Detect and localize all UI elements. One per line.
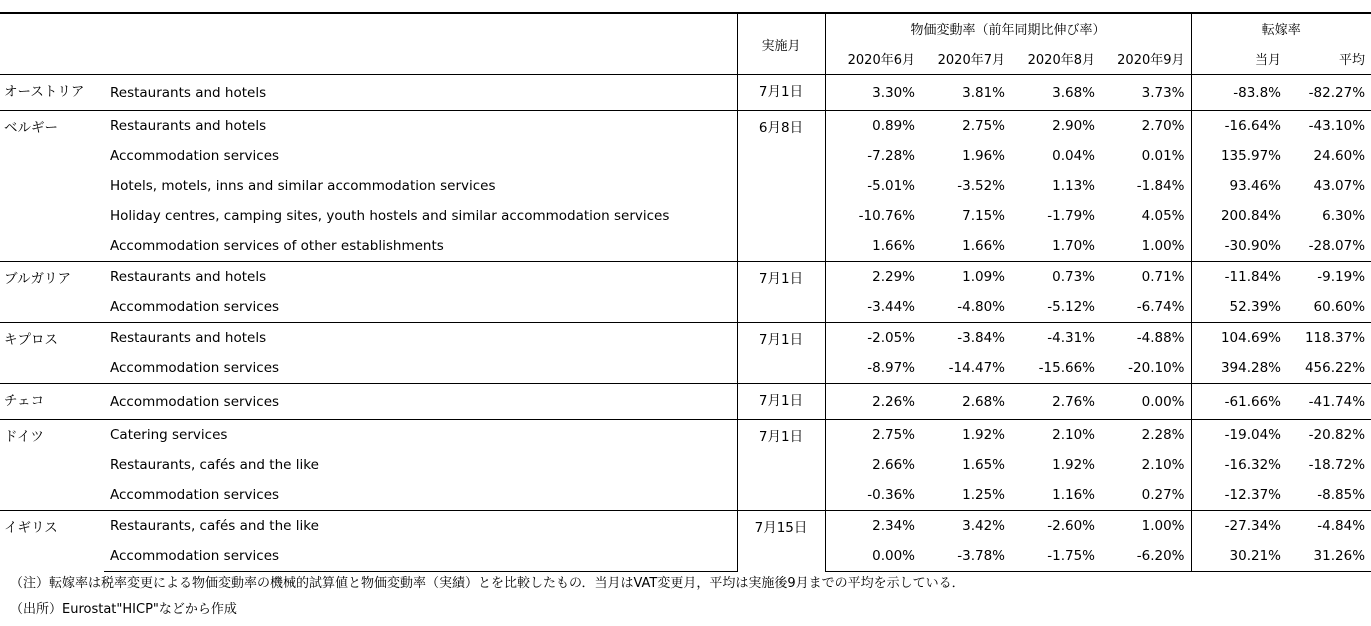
price-change-cell: 1.96% xyxy=(962,148,1005,164)
item-cell: Restaurants and hotels xyxy=(104,262,737,293)
item-cell: Accommodation services xyxy=(104,541,737,572)
country-cell: ブルガリア xyxy=(0,262,104,323)
price-change-cell: 0.00% xyxy=(1101,384,1191,420)
item-cell: Restaurants and hotels xyxy=(104,111,737,142)
item-cell: Hotels, motels, inns and similar accommodation services xyxy=(110,178,496,194)
price-change-cell: -5.01% xyxy=(825,171,921,201)
price-change-cell: -5.12% xyxy=(1047,299,1095,315)
price-change-cell: 0.00% xyxy=(825,541,921,572)
country-cell: イギリス xyxy=(0,511,104,572)
price-change-cell: -2.05% xyxy=(825,323,921,354)
impl-date-cell: 7月1日 xyxy=(737,75,825,111)
price-change-cell: 2.66% xyxy=(825,450,921,480)
pass-through-cell: -11.84% xyxy=(1191,262,1287,293)
pass-through-cell: -43.10% xyxy=(1287,111,1371,142)
table-row xyxy=(0,323,1371,354)
pass-through-cell: 52.39% xyxy=(1191,292,1287,323)
vat-pass-through-table xyxy=(0,12,1371,572)
price-change-cell: -4.88% xyxy=(1101,323,1191,354)
price-change-cell: 1.65% xyxy=(962,457,1005,473)
price-change-cell: 7.15% xyxy=(962,208,1005,224)
item-cell: Accommodation services xyxy=(104,384,737,420)
item-cell: Accommodation services xyxy=(110,299,280,315)
price-change-cell: 2.26% xyxy=(825,384,921,420)
item-cell: Restaurants, cafés and the like xyxy=(110,457,319,473)
header-price-change: 物価変動率（前年同期比伸び率） xyxy=(825,13,1191,43)
price-change-cell: 2.29% xyxy=(825,262,921,293)
price-change-cell: -0.36% xyxy=(825,480,921,511)
price-change-cell: -6.20% xyxy=(1101,541,1191,572)
impl-date-cell: 7月15日 xyxy=(737,511,825,572)
price-change-cell: 1.16% xyxy=(1052,487,1095,503)
table-row xyxy=(0,292,1371,323)
table-row xyxy=(0,480,1371,511)
item-cell: Catering services xyxy=(104,420,737,451)
price-change-cell: 3.68% xyxy=(1052,84,1095,101)
price-change-cell: 4.05% xyxy=(1141,208,1185,224)
header-month: 2020年9月 xyxy=(1101,43,1191,75)
price-change-cell: -4.31% xyxy=(1011,323,1101,354)
price-change-cell: 2.75% xyxy=(825,420,921,451)
price-change-cell: 1.00% xyxy=(1141,238,1185,254)
price-change-cell: -8.97% xyxy=(825,353,921,384)
item-cell: Accommodation services xyxy=(110,148,280,164)
item-cell: Accommodation services of other establishments xyxy=(110,238,444,254)
pass-through-cell: -12.37% xyxy=(1191,480,1287,511)
impl-date-cell: 7月1日 xyxy=(737,323,825,384)
pass-through-cell: -19.04% xyxy=(1191,420,1287,451)
price-change-cell: 1.00% xyxy=(1101,511,1191,542)
price-change-cell: -3.84% xyxy=(921,323,1011,354)
pass-through-cell: -20.82% xyxy=(1287,420,1371,451)
table-row xyxy=(0,384,1371,420)
price-change-cell: 1.25% xyxy=(962,487,1005,503)
source-text: （出所）Eurostat"HICP"などから作成 xyxy=(10,602,237,617)
pass-through-cell: -8.85% xyxy=(1317,487,1366,503)
pass-through-cell: -61.66% xyxy=(1191,384,1287,420)
price-change-cell: -3.78% xyxy=(921,541,1011,572)
pass-through-cell: 60.60% xyxy=(1313,299,1366,315)
country-cell: オーストリア xyxy=(4,84,85,100)
note-text: （注）転嫁率は税率変更による物価変動率の機械的試算値と物価変動率（実績）とを比較したもの．当月はVAT変更月，平均は実施後9月までの平均を示している． xyxy=(10,576,965,591)
price-change-cell: 2.68% xyxy=(921,384,1011,420)
pass-through-cell: 24.60% xyxy=(1313,148,1366,164)
price-change-cell: 0.73% xyxy=(1011,262,1101,293)
price-change-cell: 0.89% xyxy=(825,111,921,142)
price-change-cell: 2.70% xyxy=(1101,111,1191,142)
price-change-cell: 3.73% xyxy=(1141,84,1185,101)
price-change-cell: -3.52% xyxy=(957,178,1005,194)
pass-through-cell: -28.07% xyxy=(1308,238,1366,254)
table-row xyxy=(0,201,1371,231)
table-row xyxy=(0,111,1371,142)
pass-through-cell: -4.84% xyxy=(1287,511,1371,542)
table-row xyxy=(0,353,1371,384)
price-change-cell: 2.10% xyxy=(1011,420,1101,451)
price-change-cell: -14.47% xyxy=(948,360,1005,376)
price-change-cell: -6.74% xyxy=(1136,299,1185,315)
notes xyxy=(10,571,965,623)
price-change-cell: 2.34% xyxy=(825,511,921,542)
header-month: 2020年7月 xyxy=(921,43,1011,75)
header-pt-average: 平均 xyxy=(1287,43,1371,75)
price-change-cell: 3.30% xyxy=(825,75,921,111)
pass-through-cell: 118.37% xyxy=(1287,323,1371,354)
price-change-cell: -20.10% xyxy=(1128,360,1185,376)
price-change-cell: -1.79% xyxy=(1047,208,1095,224)
pass-through-cell: -16.32% xyxy=(1191,450,1287,480)
header-impl-month: 実施月 xyxy=(737,13,825,75)
price-change-cell: 2.75% xyxy=(921,111,1011,142)
price-change-cell: -2.60% xyxy=(1011,511,1101,542)
price-change-cell: 1.66% xyxy=(825,231,921,262)
impl-date-cell: 7月1日 xyxy=(737,262,825,323)
price-change-cell: 1.13% xyxy=(1052,178,1095,194)
table-row xyxy=(0,231,1371,262)
pass-through-cell: 30.21% xyxy=(1191,541,1287,572)
pass-through-cell: -18.72% xyxy=(1308,457,1366,473)
price-change-cell: 0.01% xyxy=(1141,148,1185,164)
price-change-cell: 3.42% xyxy=(921,511,1011,542)
price-change-cell: 2.90% xyxy=(1011,111,1101,142)
impl-date-cell: 7月1日 xyxy=(737,384,825,420)
table-row xyxy=(0,262,1371,293)
price-change-cell: 1.66% xyxy=(962,238,1005,254)
impl-date-cell: 7月1日 xyxy=(737,420,825,511)
price-change-cell: -10.76% xyxy=(825,201,921,231)
country-cell: ベルギー xyxy=(0,111,104,262)
impl-date-cell: 6月8日 xyxy=(737,111,825,262)
country-cell: チェコ xyxy=(0,384,104,420)
price-change-cell: 1.92% xyxy=(921,420,1011,451)
table-row xyxy=(0,541,1371,572)
table-row xyxy=(0,450,1371,480)
price-change-cell: 0.71% xyxy=(1101,262,1191,293)
country-cell: キプロス xyxy=(0,323,104,384)
pass-through-cell: 394.28% xyxy=(1191,353,1287,384)
price-change-cell: 0.04% xyxy=(1052,148,1095,164)
table-row xyxy=(0,420,1371,451)
item-cell: Accommodation services xyxy=(110,360,280,376)
table-row xyxy=(0,141,1371,171)
pass-through-cell: 43.07% xyxy=(1313,178,1366,194)
header-pt-current: 当月 xyxy=(1191,43,1287,75)
header-country-blank xyxy=(0,13,104,75)
price-change-cell: 3.81% xyxy=(962,84,1005,101)
table-body xyxy=(0,75,1371,572)
header-item-blank xyxy=(104,13,737,75)
table-row xyxy=(0,511,1371,542)
price-change-cell: -1.75% xyxy=(1011,541,1101,572)
pass-through-cell: 200.84% xyxy=(1191,201,1287,231)
pass-through-cell: 135.97% xyxy=(1191,141,1287,171)
table-row xyxy=(0,171,1371,201)
price-change-cell: 1.70% xyxy=(1052,238,1095,254)
pass-through-cell: 93.46% xyxy=(1191,171,1287,201)
pass-through-cell: 6.30% xyxy=(1322,208,1366,224)
price-change-cell: -1.84% xyxy=(1136,178,1185,194)
item-cell: Restaurants and hotels xyxy=(110,84,267,101)
pass-through-cell: -16.64% xyxy=(1191,111,1287,142)
item-cell: Accommodation services xyxy=(110,487,280,503)
pass-through-cell: -82.27% xyxy=(1308,84,1366,101)
pass-through-cell: 31.26% xyxy=(1287,541,1371,572)
item-cell: Restaurants and hotels xyxy=(104,323,737,354)
price-change-cell: -4.80% xyxy=(957,299,1005,315)
pass-through-cell: -30.90% xyxy=(1191,231,1287,262)
price-change-cell: 2.76% xyxy=(1011,384,1101,420)
pass-through-cell: 456.22% xyxy=(1304,360,1366,376)
price-change-cell: 1.09% xyxy=(921,262,1011,293)
pass-through-cell: 104.69% xyxy=(1191,323,1287,354)
price-change-cell: 0.27% xyxy=(1141,487,1185,503)
pass-through-cell: -9.19% xyxy=(1287,262,1371,293)
header-pass-through: 転嫁率 xyxy=(1191,13,1371,43)
price-change-cell: 1.92% xyxy=(1052,457,1095,473)
price-change-cell: -3.44% xyxy=(825,292,921,323)
country-cell: ドイツ xyxy=(0,420,104,511)
item-cell: Holiday centres, camping sites, youth hostels and similar accommodation services xyxy=(110,208,670,224)
header-month: 2020年6月 xyxy=(825,43,921,75)
pass-through-cell: -41.74% xyxy=(1287,384,1371,420)
price-change-cell: -7.28% xyxy=(825,141,921,171)
price-change-cell: 2.28% xyxy=(1101,420,1191,451)
pass-through-cell: -27.34% xyxy=(1191,511,1287,542)
price-change-cell: 2.10% xyxy=(1141,457,1185,473)
price-change-cell: -15.66% xyxy=(1038,360,1095,376)
pass-through-cell: -83.8% xyxy=(1191,75,1287,111)
table-row xyxy=(0,75,1371,111)
item-cell: Restaurants, cafés and the like xyxy=(104,511,737,542)
header-month: 2020年8月 xyxy=(1011,43,1101,75)
